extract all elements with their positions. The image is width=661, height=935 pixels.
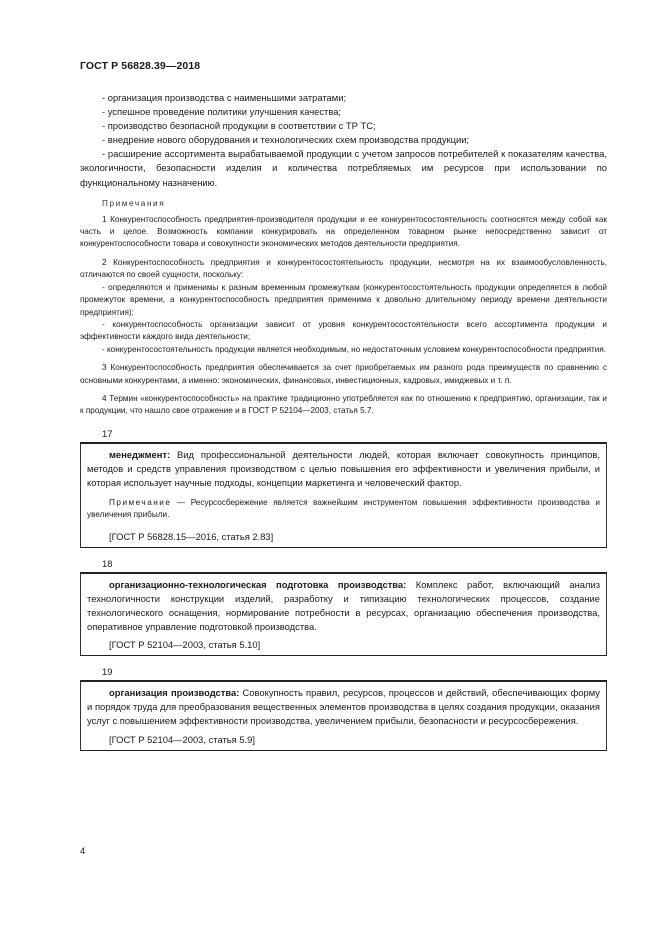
list-item: - расширение ассортимента вырабатываемой продукции с учетом запросов потребителей к показателям качества, экологичности, безопасности изделия и количества потребляемых им ресурсов при использовании по функциональному назначению. xyxy=(80,148,607,188)
list-item: - производство безопасной продукции в соответствии с ТР ТС; xyxy=(102,120,376,132)
source-reference: [ГОСТ Р 52104—2003, статья 5.10] xyxy=(109,639,261,651)
entry-note-label: Примечание xyxy=(109,498,172,508)
definition-text: Совокупность правил, ресурсов, процессов и действий, обеспечивающих форму и порядок труда для преобразования вещественных элементов производства в целях создания продукции, оказания услуг с повышением эффективности производства, увеличением прибыли, безопасности и ресурсосбережения. xyxy=(87,687,600,727)
term-definition xyxy=(87,686,600,728)
term-name: организация производства: xyxy=(109,687,240,699)
list-item: - внедрение нового оборудования и технологических схем производства продукции; xyxy=(102,134,470,146)
list-item: - успешное проведение политики улучшения качества; xyxy=(102,106,342,118)
definition-text: Вид профессиональной деятельности людей, которая включает совокупность принципов, методов и средств управления производством с целью повышения его эффективности и увеличения прибыли, и которая использует научные подходы, концепции маркетинга и человеческий фактор. xyxy=(87,448,600,488)
definition-text: Комплекс работ, включающий анализ технологичности конструкции изделий, разработку и типизацию технологических процессов, создание технологического оснащения, нормирование потребности в ресурсах, организацию обеспечения производства, оперативное управление подготовкой производства. xyxy=(87,578,600,633)
source-reference: [ГОСТ Р 52104—2003, статья 5.9] xyxy=(109,733,255,745)
note-4: 4 Термин «конкурентоспособность» на практике традиционно употребляется как по отношению к предприятию, организации, так и к продукции, что нашло свое отражение и в ГОСТ Р 52104—2003, статья 5.7. xyxy=(80,393,607,416)
term-entry-box xyxy=(80,680,607,750)
entry-note-text: — Ресурсосбережение является важнейшим инструментом повышения эффективности производства и увеличения прибыли. xyxy=(87,498,600,520)
entry-number: 19 xyxy=(102,666,113,678)
page-content xyxy=(80,91,607,751)
list-item: - организация производства с наименьшими затратами; xyxy=(102,92,347,103)
note-2-bullet: - определяются и применимы к разным временным промежуткам (конкурентосостоятельность продукции определяется в любой промежуток времени, а конкурентоспособность предприятия применима к довольно длительному периоду времени деятельности предприятия); xyxy=(80,282,607,317)
notes-heading: Примечания xyxy=(102,198,166,208)
note-2-bullet: - конкурентосостоятельность продукции является необходимым, но недостаточным условием конкурентоспособности предприятия. xyxy=(102,344,607,354)
term-name: организационно-технологическая подготовка производства: xyxy=(109,578,407,590)
document-code-header: ГОСТ Р 56828.39—2018 xyxy=(80,60,201,72)
entry-note xyxy=(87,497,600,522)
page-number: 4 xyxy=(80,845,86,856)
source-reference: [ГОСТ Р 56828.15—2016, статья 2.83] xyxy=(109,530,274,542)
entry-number: 18 xyxy=(102,557,113,569)
note-2-bullet: - конкурентоспособность организации зависит от уровня конкурентосостоятельности всего ассортимента продукции и эффективности каждого вида деятельности; xyxy=(80,319,607,342)
term-name: менеджмент: xyxy=(109,448,171,460)
entry-number: 17 xyxy=(102,427,113,439)
note-3: 3 Конкурентоспособность предприятия обеспечивается за счет приобретаемых им разного рода преимуществ по сравнению с основными конкурентами, а именно: экономических, финансовых, инвестиционных, кадровых, имиджевых и т. п. xyxy=(80,363,607,385)
term-entry-box xyxy=(80,572,607,656)
term-entry-box xyxy=(80,442,607,548)
term-definition xyxy=(87,578,600,634)
term-definition xyxy=(87,448,600,490)
note-2: 2 Конкурентоспособность предприятия и конкурентосостоятельность продукции, несмотря на их взаимообусловленность, отличаются по своей сущности, поскольку: xyxy=(80,257,607,280)
note-1: 1 Конкурентоспособность предприятия-производителя продукции и ее конкурентосостоятельность соотносятся между собой как часть и целое. Возможность компании конкурировать на определенном товарном рынке непосредственно зависит от конкурентоспособности товара и совокупности экономических методов деятельности предприятия. xyxy=(80,214,607,249)
